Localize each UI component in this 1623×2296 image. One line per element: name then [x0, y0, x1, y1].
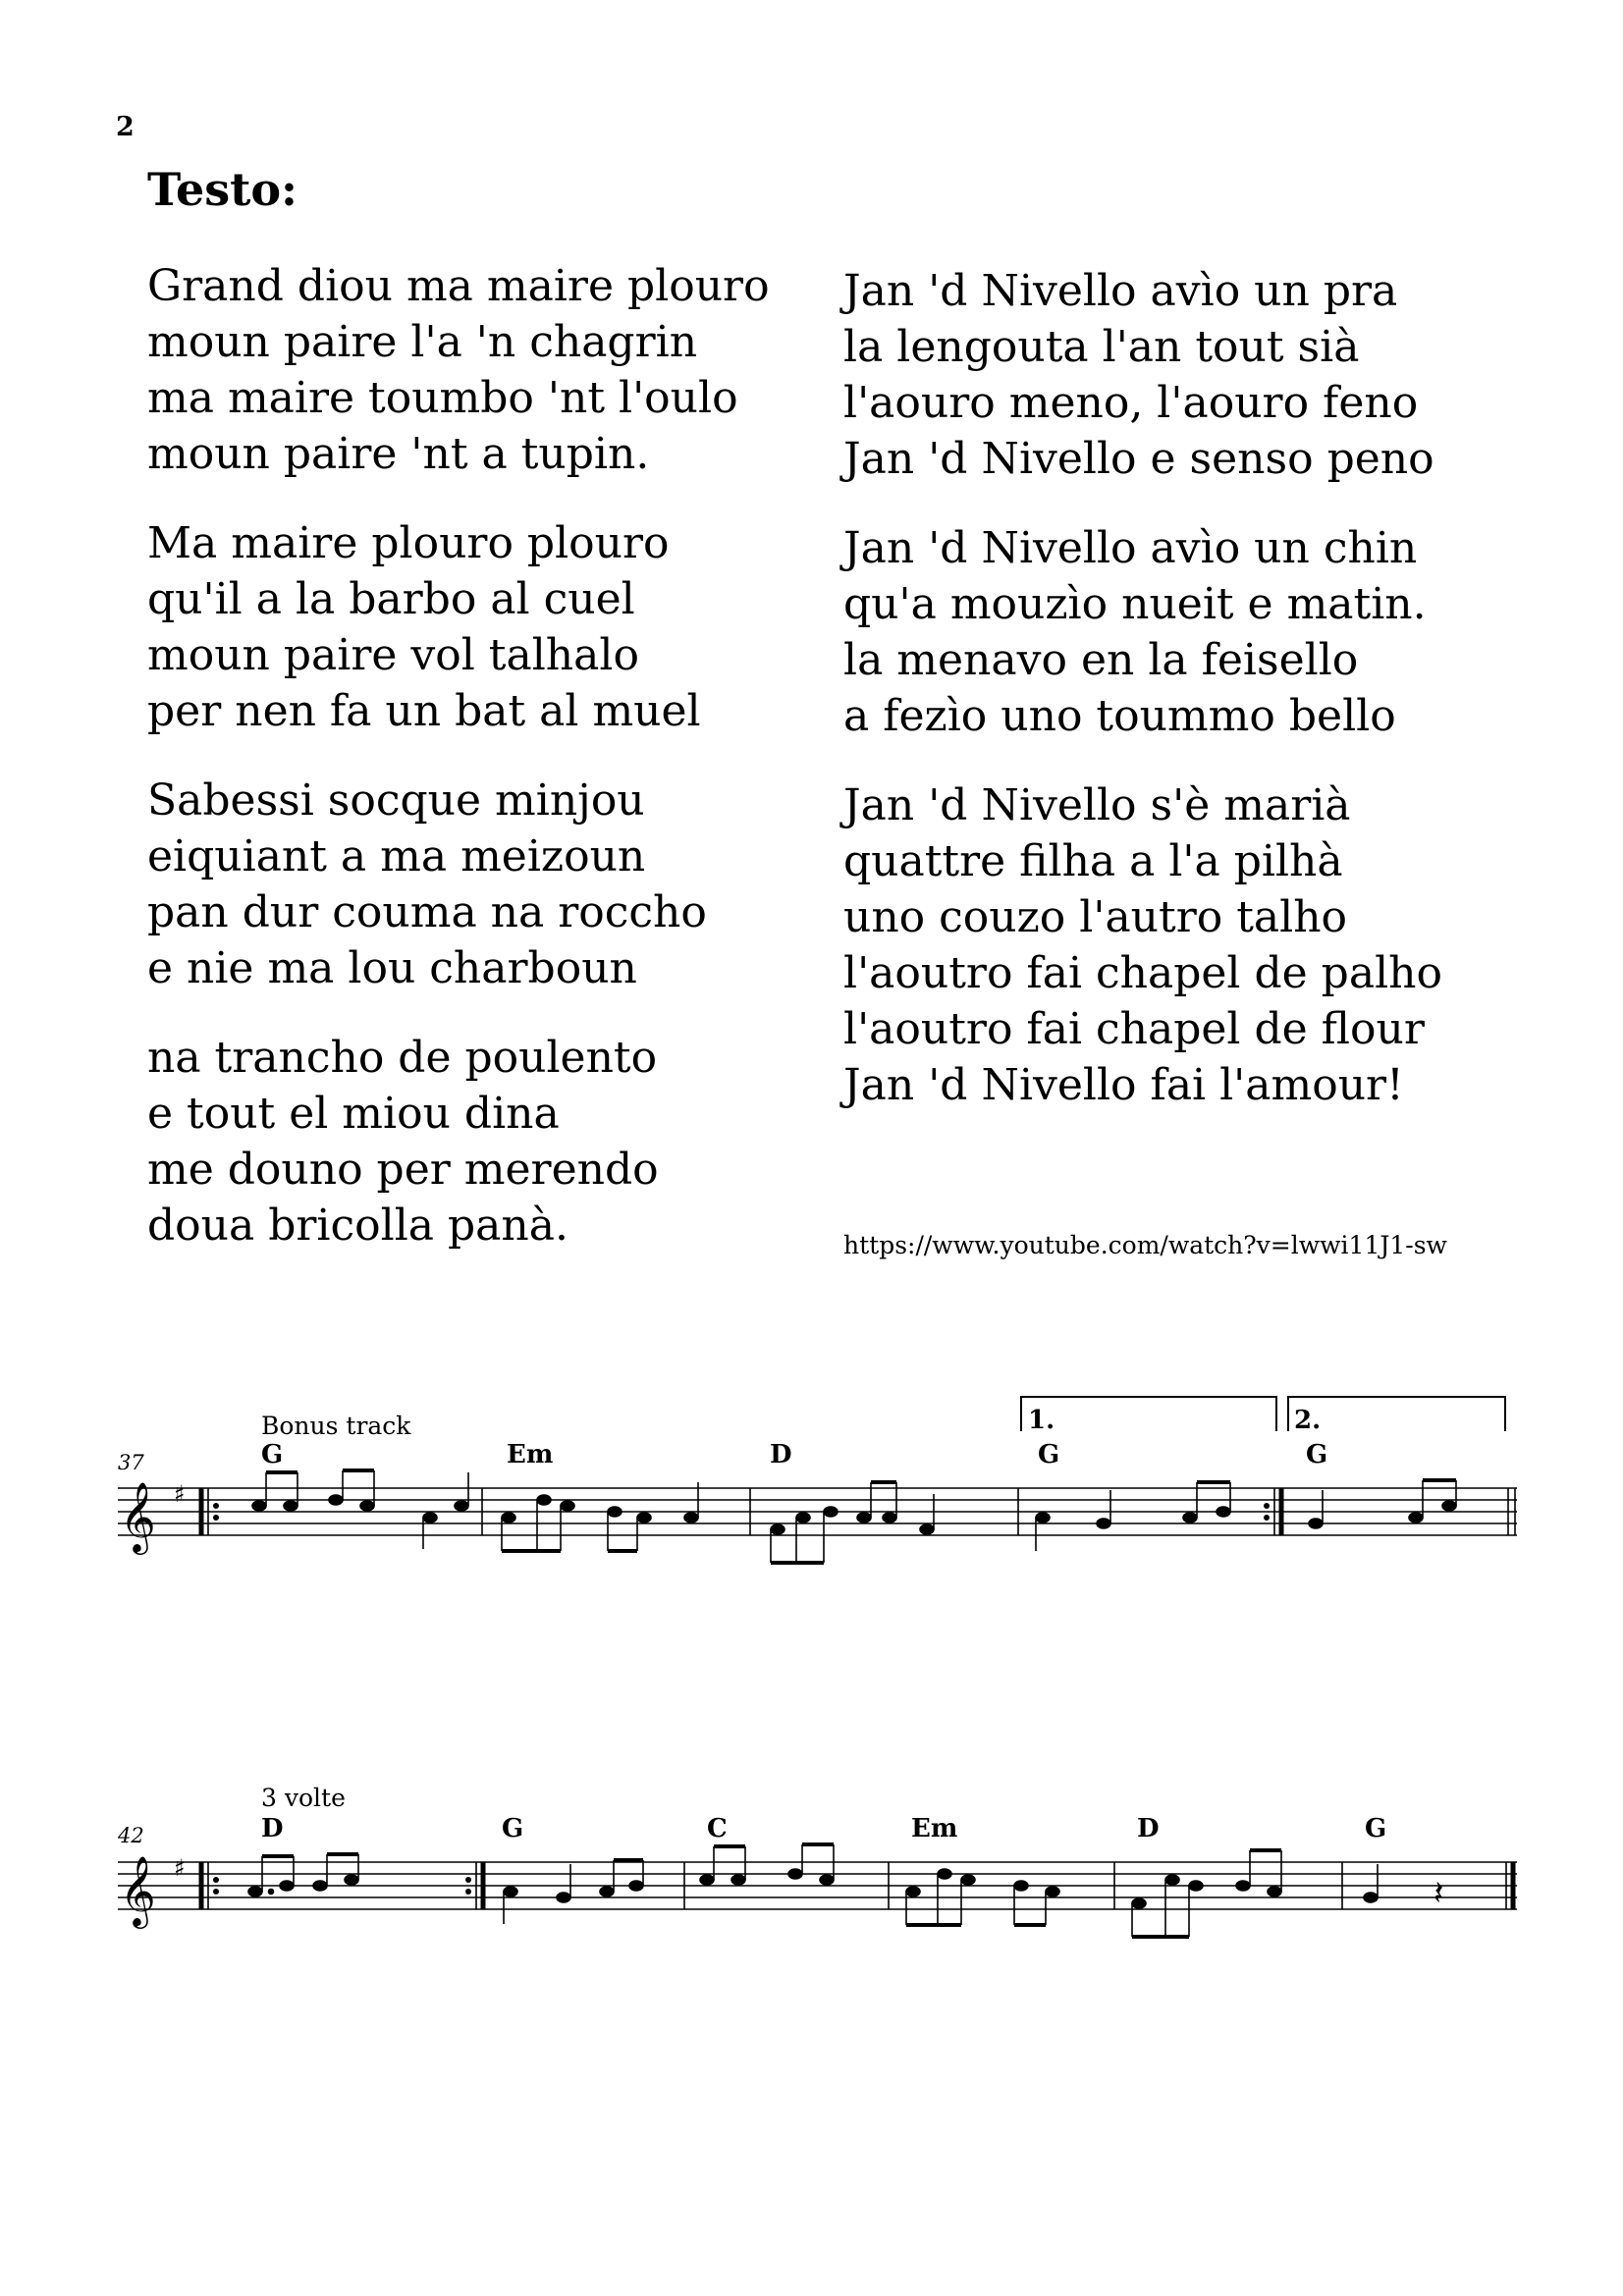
- lyrics-line: per nen fa un bat al muel: [147, 686, 701, 736]
- lyrics-stanza: [843, 777, 1442, 1113]
- lyrics-line: moun paire vol talhalo: [147, 630, 639, 680]
- lyrics-line: a fezìo uno toummo bello: [843, 691, 1396, 741]
- chord-symbol: G: [261, 1440, 284, 1469]
- annotation: 3 volte: [261, 1784, 346, 1812]
- lyrics-line: Jan 'd Nivello avìo un pra: [843, 266, 1398, 316]
- lyrics-line: Sabessi socque minjou: [147, 775, 645, 826]
- lyrics-line: Jan 'd Nivello e senso peno: [843, 434, 1434, 484]
- lyrics-line: qu'a mouzìo nueit e matin.: [843, 579, 1427, 629]
- page-title: Testo:: [147, 163, 298, 216]
- notes: [248, 1844, 1378, 1937]
- volta-bracket-1: [1021, 1397, 1276, 1431]
- treble-clef-icon: 𝄞: [120, 1854, 156, 1926]
- lyrics-line: me douno per merendo: [147, 1145, 659, 1195]
- measure-number: 42: [118, 1824, 144, 1847]
- source-url: https://www.youtube.com/watch?v=lwwi11J1-sw: [843, 1231, 1447, 1259]
- lyrics-stanza: [147, 515, 770, 739]
- lyrics-line: quattre filha a l'a pilhà: [843, 836, 1343, 886]
- lyrics-stanza: [147, 1030, 770, 1254]
- treble-clef-icon: 𝄞: [120, 1480, 156, 1552]
- lyrics-line: eiquiant a ma meizoun: [147, 831, 646, 881]
- lyrics-line: pan dur couma na roccho: [147, 887, 707, 937]
- lyrics-stanza: [147, 773, 770, 996]
- lyrics-line: Jan 'd Nivello avìo un chin: [843, 523, 1418, 573]
- lyrics-left-column: [147, 258, 770, 1287]
- page-number: 2: [116, 112, 135, 142]
- chord-symbol: G: [1365, 1814, 1387, 1843]
- annotation: Bonus track: [261, 1412, 411, 1440]
- chord-symbol: Em: [911, 1814, 958, 1843]
- lyrics-line: doua bricolla panà.: [147, 1201, 568, 1251]
- lyrics-line: la lengouta l'an tout sià: [843, 322, 1360, 372]
- chord-symbol: G: [1306, 1440, 1328, 1469]
- lyrics-line: Jan 'd Nivello s'è marià: [843, 780, 1351, 830]
- lyrics-right-column: [843, 263, 1442, 1147]
- lyrics-stanza: [147, 258, 770, 482]
- lyrics-line: moun paire l'a 'n chagrin: [147, 317, 698, 367]
- volta-label-1: 1.: [1028, 1406, 1055, 1435]
- staff: [118, 1488, 1517, 1535]
- lyrics-line: ma maire toumbo 'nt l'oulo: [147, 373, 738, 423]
- sharp-icon: ♯: [174, 1854, 186, 1882]
- lyrics-line: Jan 'd Nivello fai l'amour!: [843, 1060, 1404, 1110]
- volta-label-2: 2.: [1294, 1406, 1322, 1435]
- sharp-icon: ♯: [174, 1480, 186, 1508]
- chord-symbol: D: [770, 1440, 792, 1469]
- chord-symbol: G: [1038, 1440, 1060, 1469]
- chord-symbol: Em: [507, 1440, 554, 1469]
- chord-symbol: D: [1137, 1814, 1160, 1843]
- measure-number: 37: [118, 1451, 144, 1474]
- lyrics-line: na trancho de poulento: [147, 1033, 658, 1083]
- notes: [252, 1470, 1456, 1563]
- lyrics-line: l'aouro meno, l'aouro feno: [843, 378, 1419, 428]
- score-system-2: [0, 1767, 1623, 1983]
- lyrics-line: l'aoutro fai chapel de flour: [843, 1004, 1425, 1054]
- lyrics-line: Ma maire plouro plouro: [147, 518, 670, 568]
- lyrics-line: e nie ma lou charboun: [147, 943, 637, 993]
- chord-symbol: G: [502, 1814, 524, 1843]
- score-system-1: [0, 1374, 1623, 1610]
- lyrics-line: l'aoutro fai chapel de palho: [843, 948, 1442, 998]
- chord-symbol: C: [707, 1814, 728, 1843]
- quarter-rest-icon: 𝄽: [1434, 1874, 1444, 1913]
- lyrics-line: qu'il a la barbo al cuel: [147, 574, 635, 624]
- chord-symbol: D: [261, 1814, 284, 1843]
- lyrics-line: uno couzo l'autro talho: [843, 892, 1348, 942]
- lyrics-line: e tout el miou dina: [147, 1089, 560, 1139]
- lyrics-line: la menavo en la feisello: [843, 635, 1359, 685]
- lyrics-line: Grand diou ma maire plouro: [147, 261, 770, 311]
- lyrics-line: moun paire 'nt a tupin.: [147, 429, 650, 479]
- lyrics-stanza: [843, 520, 1442, 744]
- lyrics-stanza: [843, 263, 1442, 487]
